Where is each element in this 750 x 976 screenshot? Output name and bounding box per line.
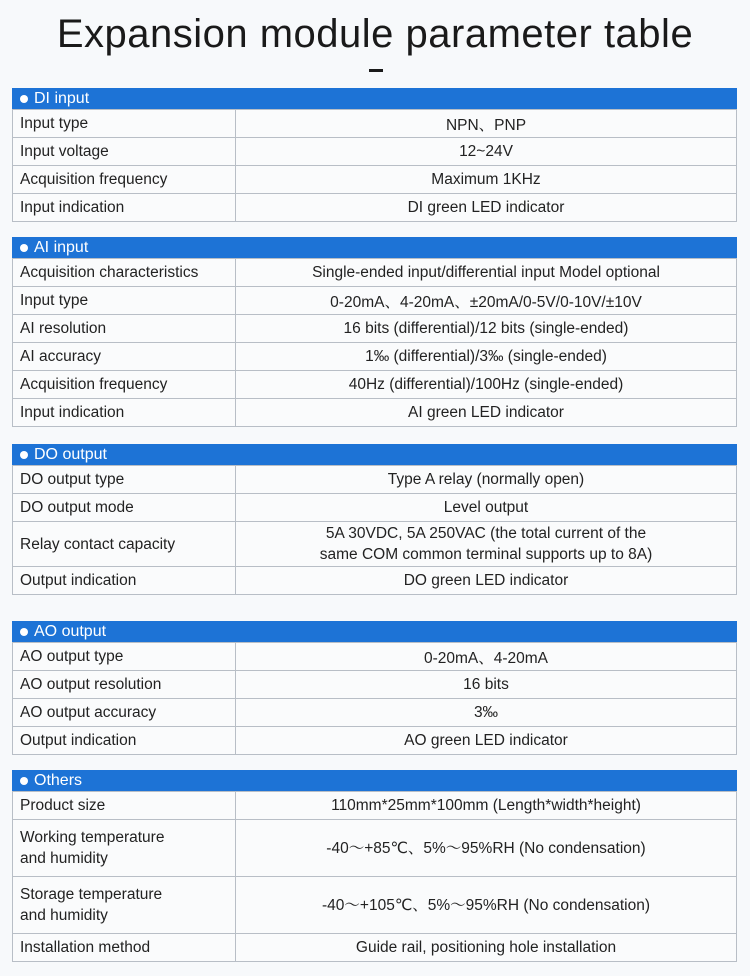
param-value: Guide rail, positioning hole installation [236,934,737,962]
section-title: AO output [34,623,107,640]
table-row [13,494,737,522]
param-key: Relay contact capacity [13,522,236,567]
bullet-dot-icon [20,777,28,785]
table-row [13,699,737,727]
table-row [13,522,737,567]
param-key: AI resolution [13,315,236,343]
section-header [12,621,737,642]
param-key [13,877,236,934]
param-value: 16 bits [236,671,737,699]
table-row [13,399,737,427]
section-ai-input [12,237,737,427]
table-row [13,820,737,877]
param-key: Input voltage [13,138,236,166]
param-value: DI green LED indicator [236,194,737,222]
param-value: 110mm*25mm*100mm (Length*width*height) [236,792,737,820]
section-ao-output [12,621,737,755]
table-row [13,466,737,494]
bullet-dot-icon [20,451,28,459]
param-key: DO output type [13,466,236,494]
section-header [12,88,737,109]
param-key: Input indication [13,399,236,427]
param-key: DO output mode [13,494,236,522]
table-row [13,934,737,962]
section-title: AI input [34,239,89,256]
table-row [13,567,737,595]
param-key-line: and humidity [20,850,108,867]
param-key: AO output accuracy [13,699,236,727]
param-value: 12~24V [236,138,737,166]
table-row [13,315,737,343]
param-key: Input type [13,287,236,315]
table-row [13,877,737,934]
section-di-input [12,88,737,222]
param-value-line: same COM common terminal supports up to 8A) [319,546,653,563]
table-row [13,138,737,166]
param-key: AO output type [13,643,236,671]
param-value: AO green LED indicator [236,727,737,755]
table-row [13,727,737,755]
section-do-output [12,444,737,595]
param-key: Output indication [13,567,236,595]
param-value: NPN、PNP [236,110,737,138]
param-value: Level output [236,494,737,522]
table-row [13,671,737,699]
table-row [13,792,737,820]
parameter-table [12,109,737,222]
param-key-line: Storage temperature [20,886,163,903]
param-key [13,820,236,877]
param-value: AI green LED indicator [236,399,737,427]
param-value: -40～+85℃、5%～95%RH (No condensation) [236,820,737,877]
param-key: Acquisition characteristics [13,259,236,287]
section-header [12,444,737,465]
table-row [13,287,737,315]
table-row [13,194,737,222]
param-key: Installation method [13,934,236,962]
param-value: Maximum 1KHz [236,166,737,194]
param-value-line: 5A 30VDC, 5A 250VAC (the total current of the [325,525,647,542]
table-row [13,110,737,138]
param-value: 3‰ [236,699,737,727]
param-key: AI accuracy [13,343,236,371]
param-key-line: Working temperature [20,829,165,846]
param-value [236,522,737,567]
section-title: DI input [34,90,90,107]
param-key: Acquisition frequency [13,371,236,399]
param-value: 0-20mA、4-20mA [236,643,737,671]
param-value: 0-20mA、4-20mA、±20mA/0-5V/0-10V/±10V [236,287,737,315]
table-row [13,343,737,371]
bullet-dot-icon [20,244,28,252]
param-value: 16 bits (differential)/12 bits (single-ended) [236,315,737,343]
section-others [12,770,737,962]
param-key-line: and humidity [20,907,108,924]
parameter-table [12,465,737,595]
param-key: Output indication [13,727,236,755]
param-value: -40～+105℃、5%～95%RH (No condensation) [236,877,737,934]
bullet-dot-icon [20,95,28,103]
param-key: AO output resolution [13,671,236,699]
parameter-table [12,791,737,962]
section-header [12,770,737,791]
title-underline-mark [369,69,383,72]
table-row [13,643,737,671]
param-value: 40Hz (differential)/100Hz (single-ended) [236,371,737,399]
parameter-table [12,258,737,427]
page-title: Expansion module parameter table [56,12,694,56]
table-row [13,166,737,194]
param-value: DO green LED indicator [236,567,737,595]
parameter-table [12,642,737,755]
bullet-dot-icon [20,628,28,636]
param-value: Single-ended input/differential input Model optional [236,259,737,287]
table-row [13,371,737,399]
param-key: Product size [13,792,236,820]
section-title: Others [34,772,83,789]
param-value: 1‰ (differential)/3‰ (single-ended) [236,343,737,371]
table-row [13,259,737,287]
section-title: DO output [34,446,107,463]
param-key: Input indication [13,194,236,222]
param-key: Input type [13,110,236,138]
section-header [12,237,737,258]
param-key: Acquisition frequency [13,166,236,194]
param-value: Type A relay (normally open) [236,466,737,494]
